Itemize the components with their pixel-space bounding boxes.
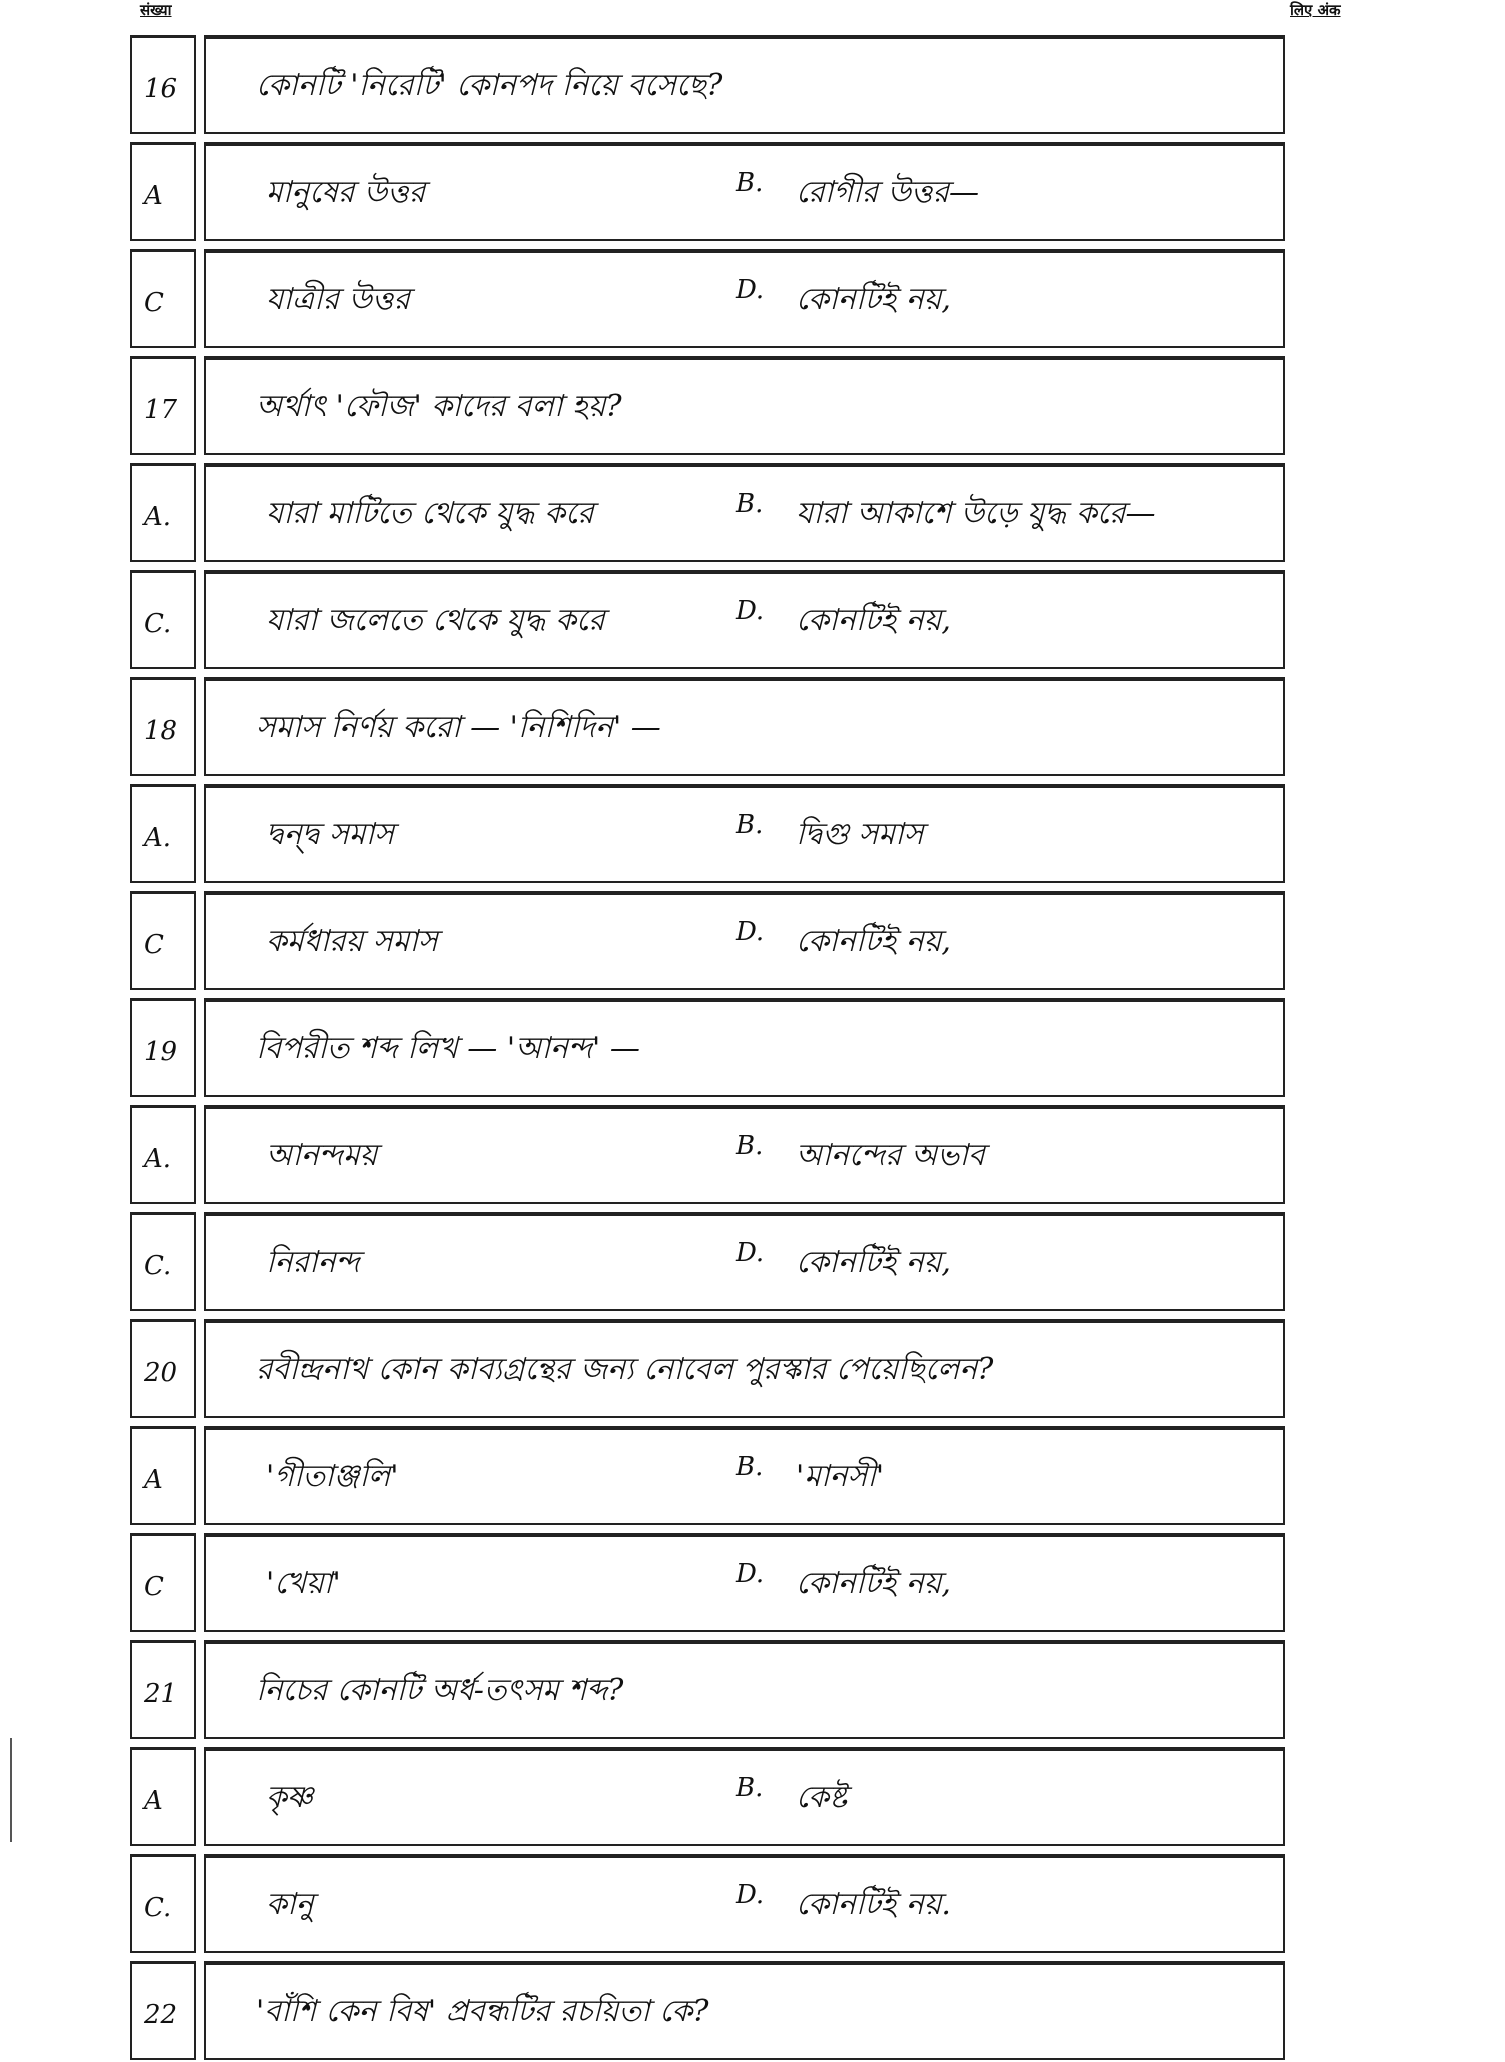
row-number-cell bbox=[130, 1533, 196, 1632]
row-number: C bbox=[144, 288, 164, 318]
row-number: 20 bbox=[144, 1358, 178, 1388]
option-label: D. bbox=[736, 1238, 765, 1268]
option-text: আনন্দের অভাব bbox=[796, 1138, 985, 1173]
option-label: B. bbox=[736, 168, 764, 198]
option-row bbox=[130, 1747, 1285, 1848]
option-row bbox=[130, 142, 1285, 243]
row-text-cell bbox=[204, 1426, 1285, 1525]
option-label: B. bbox=[736, 1773, 764, 1803]
row-number: 19 bbox=[144, 1037, 178, 1067]
row-number-cell bbox=[130, 35, 196, 134]
row-number-cell bbox=[130, 784, 196, 883]
row-number-cell bbox=[130, 1319, 196, 1418]
row-text-cell bbox=[204, 677, 1285, 776]
row-number: C bbox=[144, 1572, 164, 1602]
row-number-cell bbox=[130, 463, 196, 562]
row-number-cell bbox=[130, 1640, 196, 1739]
row-number: 16 bbox=[144, 74, 178, 104]
option-text: যারা আকাশে উড়ে যুদ্ধ করে— bbox=[796, 496, 1156, 531]
option-label: D. bbox=[736, 275, 765, 305]
row-number: C. bbox=[144, 1893, 172, 1923]
question-row bbox=[130, 1961, 1285, 2062]
row-number-cell bbox=[130, 570, 196, 669]
option-text: 'মানসী' bbox=[796, 1459, 885, 1494]
option-text: কোনটিই নয়. bbox=[796, 1887, 951, 1922]
row-number-cell bbox=[130, 142, 196, 241]
question-text: নিচের কোনটি অর্ধ-তৎসম শব্দ? bbox=[256, 1673, 624, 1708]
row-text-cell bbox=[204, 249, 1285, 348]
option-row bbox=[130, 1426, 1285, 1527]
row-number-cell bbox=[130, 249, 196, 348]
option-row bbox=[130, 463, 1285, 564]
option-text: কোনটিই নয়, bbox=[796, 1566, 951, 1601]
option-label: D. bbox=[736, 1880, 765, 1910]
row-number: A bbox=[144, 1465, 163, 1495]
question-text: রবীন্দ্রনাথ কোন কাব্যগ্রন্থের জন্য নোবেল পুরস্কার পেয়েছিলেন? bbox=[256, 1352, 994, 1387]
row-text-cell bbox=[204, 1640, 1285, 1739]
row-number-cell bbox=[130, 1105, 196, 1204]
option-text: 'খেয়া' bbox=[266, 1566, 341, 1601]
row-number-cell bbox=[130, 891, 196, 990]
row-number-cell bbox=[130, 1961, 196, 2060]
question-text: অর্থাৎ 'ফৌজ' কাদের বলা হয়? bbox=[256, 389, 622, 424]
row-text-cell bbox=[204, 1961, 1285, 2060]
option-row bbox=[130, 1533, 1285, 1634]
question-row bbox=[130, 1640, 1285, 1741]
header-marks-label: लिए अंक bbox=[1290, 1, 1341, 19]
row-number: A. bbox=[144, 1144, 172, 1174]
question-row bbox=[130, 677, 1285, 778]
option-label: B. bbox=[736, 489, 764, 519]
row-number-cell bbox=[130, 356, 196, 455]
row-text-cell bbox=[204, 1212, 1285, 1311]
row-number: C. bbox=[144, 609, 172, 639]
option-text: রোগীর উত্তর— bbox=[796, 175, 979, 210]
question-row bbox=[130, 356, 1285, 457]
row-text-cell bbox=[204, 570, 1285, 669]
option-text: কেষ্ট bbox=[796, 1780, 848, 1815]
option-label: D. bbox=[736, 917, 765, 947]
option-row bbox=[130, 570, 1285, 671]
row-text-cell bbox=[204, 35, 1285, 134]
question-text: সমাস নির্ণয় করো — 'নিশিদিন' — bbox=[256, 710, 661, 745]
row-text-cell bbox=[204, 1854, 1285, 1953]
row-number-cell bbox=[130, 677, 196, 776]
option-text: দ্বিগু সমাস bbox=[796, 817, 924, 852]
row-text-cell bbox=[204, 356, 1285, 455]
option-text: যারা মাটিতে থেকে যুদ্ধ করে bbox=[266, 496, 594, 531]
option-row bbox=[130, 1854, 1285, 1955]
row-number-cell bbox=[130, 1854, 196, 1953]
option-text: কোনটিই নয়, bbox=[796, 924, 951, 959]
row-number: 18 bbox=[144, 716, 178, 746]
option-text: যারা জলেতে থেকে যুদ্ধ করে bbox=[266, 603, 605, 638]
row-number: A. bbox=[144, 823, 172, 853]
row-number: 17 bbox=[144, 395, 178, 425]
option-text: কৃষ্ণ bbox=[266, 1780, 314, 1815]
option-row bbox=[130, 1212, 1285, 1313]
question-text: বিপরীত শব্দ লিখ — 'আনন্দ' — bbox=[256, 1031, 640, 1066]
option-text: মানুষের উত্তর bbox=[266, 175, 426, 210]
option-label: D. bbox=[736, 1559, 765, 1589]
row-number-cell bbox=[130, 1212, 196, 1311]
margin-mark bbox=[10, 1738, 12, 1842]
option-label: B. bbox=[736, 1131, 764, 1161]
row-number-cell bbox=[130, 998, 196, 1097]
option-text: যাত্রীর উত্তর bbox=[266, 282, 410, 317]
row-text-cell bbox=[204, 1319, 1285, 1418]
row-number: 22 bbox=[144, 2000, 178, 2030]
question-text: 'বাঁশি কেন বিষ' প্রবন্ধটির রচয়িতা কে? bbox=[256, 1994, 709, 2029]
option-row bbox=[130, 249, 1285, 350]
option-text: আনন্দময় bbox=[266, 1138, 378, 1173]
row-number: C bbox=[144, 930, 164, 960]
row-text-cell bbox=[204, 998, 1285, 1097]
question-text: কোনটি 'নিরেটি' কোনপদ নিয়ে বসেছে? bbox=[256, 68, 723, 103]
option-row bbox=[130, 891, 1285, 992]
row-text-cell bbox=[204, 891, 1285, 990]
row-text-cell bbox=[204, 463, 1285, 562]
question-row bbox=[130, 35, 1285, 136]
row-text-cell bbox=[204, 1533, 1285, 1632]
row-text-cell bbox=[204, 142, 1285, 241]
option-text: কোনটিই নয়, bbox=[796, 1245, 951, 1280]
row-number: A. bbox=[144, 502, 172, 532]
option-text: নিরানন্দ bbox=[266, 1245, 360, 1280]
row-number: A bbox=[144, 1786, 163, 1816]
option-text: 'গীতাঞ্জলি' bbox=[266, 1459, 399, 1494]
option-text: কোনটিই নয়, bbox=[796, 282, 951, 317]
row-number-cell bbox=[130, 1747, 196, 1846]
row-text-cell bbox=[204, 1747, 1285, 1846]
option-text: কানু bbox=[266, 1887, 314, 1922]
row-number: A bbox=[144, 181, 163, 211]
row-number-cell bbox=[130, 1426, 196, 1525]
option-label: B. bbox=[736, 810, 764, 840]
option-row bbox=[130, 784, 1285, 885]
row-text-cell bbox=[204, 784, 1285, 883]
row-number: C. bbox=[144, 1251, 172, 1281]
option-text: কোনটিই নয়, bbox=[796, 603, 951, 638]
option-row bbox=[130, 1105, 1285, 1206]
row-number: 21 bbox=[144, 1679, 178, 1709]
header-number-label: संख्या bbox=[140, 1, 172, 19]
question-row bbox=[130, 998, 1285, 1099]
question-row bbox=[130, 1319, 1285, 1420]
option-text: দ্বন্দ্ব সমাস bbox=[266, 817, 395, 852]
option-label: D. bbox=[736, 596, 765, 626]
option-label: B. bbox=[736, 1452, 764, 1482]
row-text-cell bbox=[204, 1105, 1285, 1204]
option-text: কর্মধারয় সমাস bbox=[266, 924, 438, 959]
